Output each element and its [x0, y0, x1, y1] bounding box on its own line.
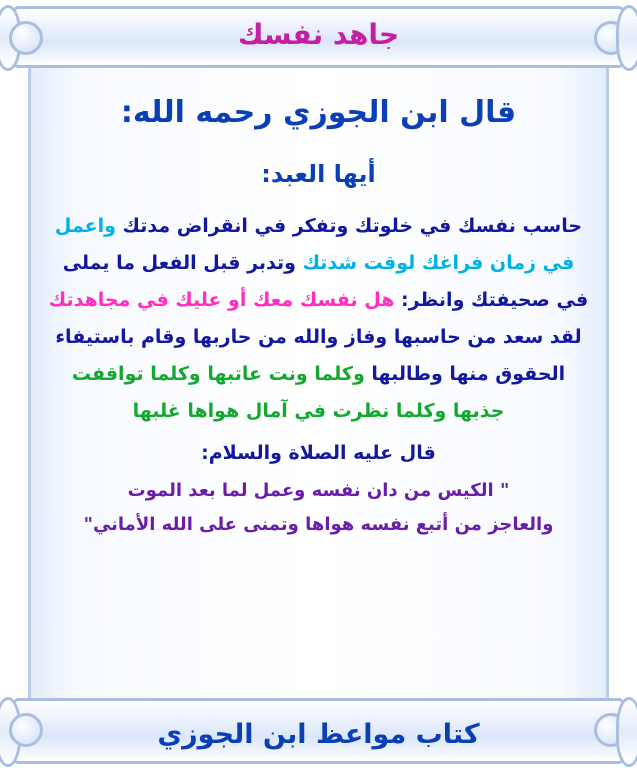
document-content — [44, 72, 593, 696]
hadith-intro-line: قال عليه الصلاة والسلام: — [201, 441, 436, 464]
page-title: جاهد نفسك — [237, 18, 400, 51]
body-segment-2: واعمل في زمان فراغك لوقت شدتك — [54, 214, 575, 274]
attribution-line: قال ابن الجوزي رحمه الله: — [120, 95, 517, 130]
body-segment-5: لقد سعد من حاسبها وفاز والله من حاربها وقام باستيفاء الحقوق منها وطالبها — [55, 325, 582, 385]
source-line: كتاب مواعظ ابن الجوزي — [157, 719, 480, 750]
hadith-quote-line-1: " الكيس من دان نفسه وعمل لما بعد الموت — [127, 479, 510, 501]
hadith-quote-line-2: والعاجز من أتبع نفسه هواها وتمنى على الله الأماني" — [83, 513, 554, 535]
hadith-quote — [44, 474, 593, 542]
body-paragraph — [44, 208, 593, 430]
body-segment-3: وتدبر قبل الفعل ما يملى في صحيفتك وانظر: — [62, 251, 589, 311]
address-line: أيها العبد: — [261, 159, 376, 188]
body-segment-1: حاسب نفسك في خلوتك وتفكر في انقراض مدتك — [115, 214, 583, 237]
body-segment-6: وكلما ونت عاتبها وكلما تواقفت جذبها وكلما نظرت في آمال هواها غلبها — [71, 362, 505, 422]
body-segment-4: هل نفسك معك أو عليك في مجاهدتك — [48, 288, 395, 311]
